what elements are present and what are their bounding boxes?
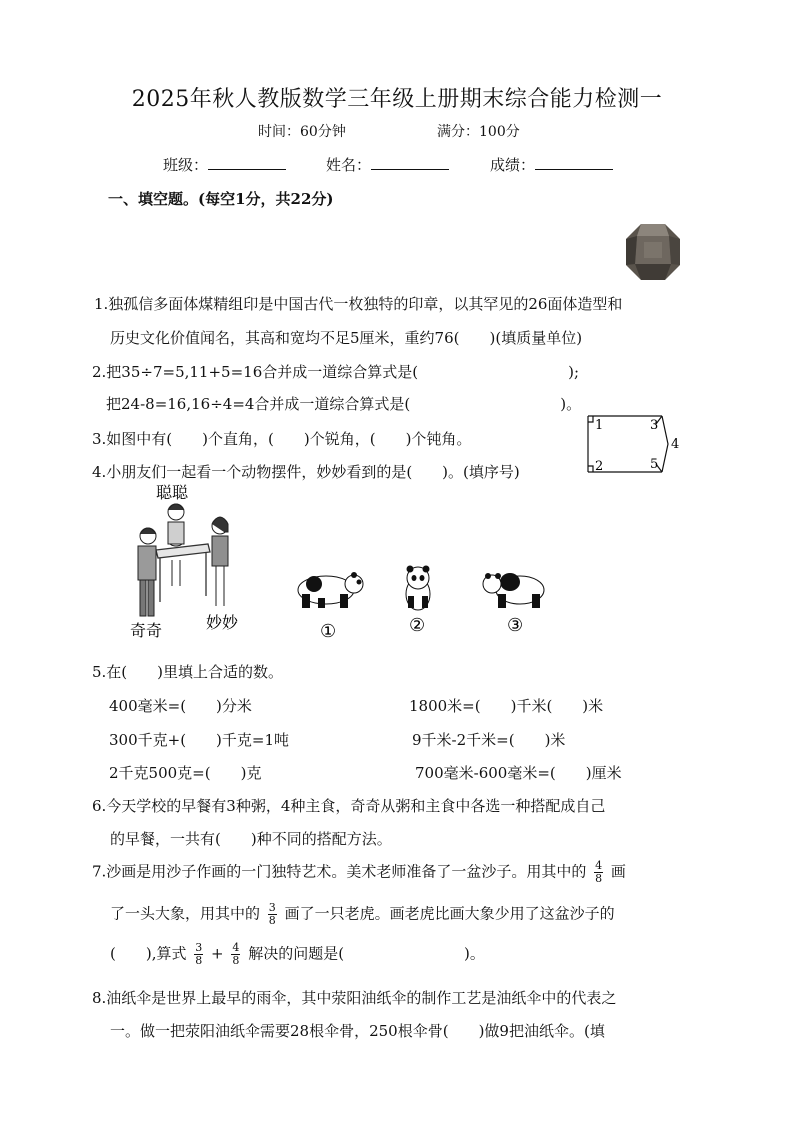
q6-line2: 的早餐，一共有( )种不同的搭配方法。 [110,830,392,848]
time-limit: 时间：60分钟 [258,124,346,140]
children-scene [126,482,566,642]
frac-num: 4 [595,859,603,872]
q2-line2: 把24-8=16,16÷4=4合并成一道综合算式是( )。 [106,395,582,413]
name-miaomiao: 妙妙 [206,613,239,632]
q1-line2: 历史文化价值闻名，其高和宽均不足5厘米，重约76( )(填质量单位) [110,329,583,347]
q7-line3-text-a: ( ),算式 [110,944,187,963]
q7-line1-end: 画 [610,862,626,881]
angle-label-4: 4 [671,437,680,452]
fraction-4-8-b [231,942,240,967]
name-label: 姓名： [326,156,372,174]
q4-line1: 4.小朋友们一起看一个动物摆件，妙妙看到的是( )。(填序号) [92,463,520,481]
grade-blank[interactable] [535,155,613,170]
total-score: 满分：100分 [437,124,520,140]
q5-item-3: 300千克+( )千克=1吨 [109,731,290,749]
panda-other-side-view-icon [483,573,544,608]
class-field [163,154,286,175]
section-heading-fill-blank: 一、填空题。(每空1分，共22分) [108,190,334,208]
option-3-label: ③ [507,615,524,636]
q8-line2: 一。做一把荥阳油纸伞需要28根伞骨，250根伞骨( )做9把油纸伞。(填 [110,1022,605,1040]
fraction-3-8 [268,902,277,927]
q1-line1: 1.独孤信多面体煤精组印是中国古代一枚独特的印章，以其罕见的26面体造型和 [94,295,623,313]
panda-front-view-icon [406,566,430,611]
q7-line3-text-c: 解决的问题是( )。 [248,944,485,963]
q7-line1 [92,860,626,885]
q5-item-4: 9千米-2千米=( )米 [412,731,566,749]
class-label: 班级： [163,156,209,174]
option-2-label: ② [409,615,426,636]
angle-label-1: 1 [595,418,604,433]
name-blank[interactable] [371,155,449,170]
panda-side-view-icon [298,572,363,608]
q8-line1: 8.油纸伞是世界上最早的雨伞，其中荥阳油纸伞的制作工艺是油纸伞中的代表之 [92,989,617,1007]
frac-num: 3 [268,901,276,914]
name-field [326,154,449,175]
name-qiqi: 奇奇 [130,621,163,640]
q7-line2-text-a: 了一头大象，用其中的 [110,904,261,923]
q5-item-6: 700毫米-600毫米=( )厘米 [415,764,622,782]
q5-item-5: 2千克500克=( )克 [109,764,262,782]
q3-line1: 3.如图中有( )个直角，( )个锐角，( )个钝角。 [92,430,472,448]
class-blank[interactable] [208,155,286,170]
polyhedron-seal-image [624,222,682,282]
angle-figure [582,412,682,476]
q5-line1: 5.在( )里填上合适的数。 [92,663,284,681]
angle-label-2: 2 [595,459,604,474]
q7-line2-text-b: 画了一只老虎。画老虎比画大象少用了这盆沙子的 [284,904,615,923]
option-1-label: ① [320,621,337,642]
q2-line1: 2.把35÷7=5,11+5=16合并成一道综合算式是( ); [92,363,580,381]
frac-den: 8 [232,954,240,967]
grade-field [490,154,613,175]
fraction-3-8-b [194,942,203,967]
frac-den: 8 [268,914,276,927]
angle-label-5: 5 [650,457,659,472]
name-congcong: 聪聪 [156,483,189,502]
q7-line2 [110,902,615,927]
frac-num: 4 [232,941,240,954]
frac-num: 3 [195,941,203,954]
frac-den: 8 [595,872,603,885]
q6-line1: 6.今天学校的早餐有3种粥，4种主食，奇奇从粥和主食中各选一种搭配成自己 [92,797,606,815]
fraction-4-8 [594,860,603,885]
grade-label: 成绩： [490,156,536,174]
q7-line1-text: 7.沙画是用沙子作画的一门独特艺术。美术老师准备了一盆沙子。用其中的 [92,862,587,881]
q5-item-1: 400毫米=( )分米 [109,697,252,715]
q5-item-2: 1800米=( )千米( )米 [409,697,604,715]
angle-label-3: 3 [650,418,659,433]
frac-den: 8 [195,954,203,967]
page-title: 2025年秋人教版数学三年级上册期末综合能力检测一 [131,87,663,112]
q7-plus: + [211,944,224,963]
q7-line3 [110,942,485,967]
